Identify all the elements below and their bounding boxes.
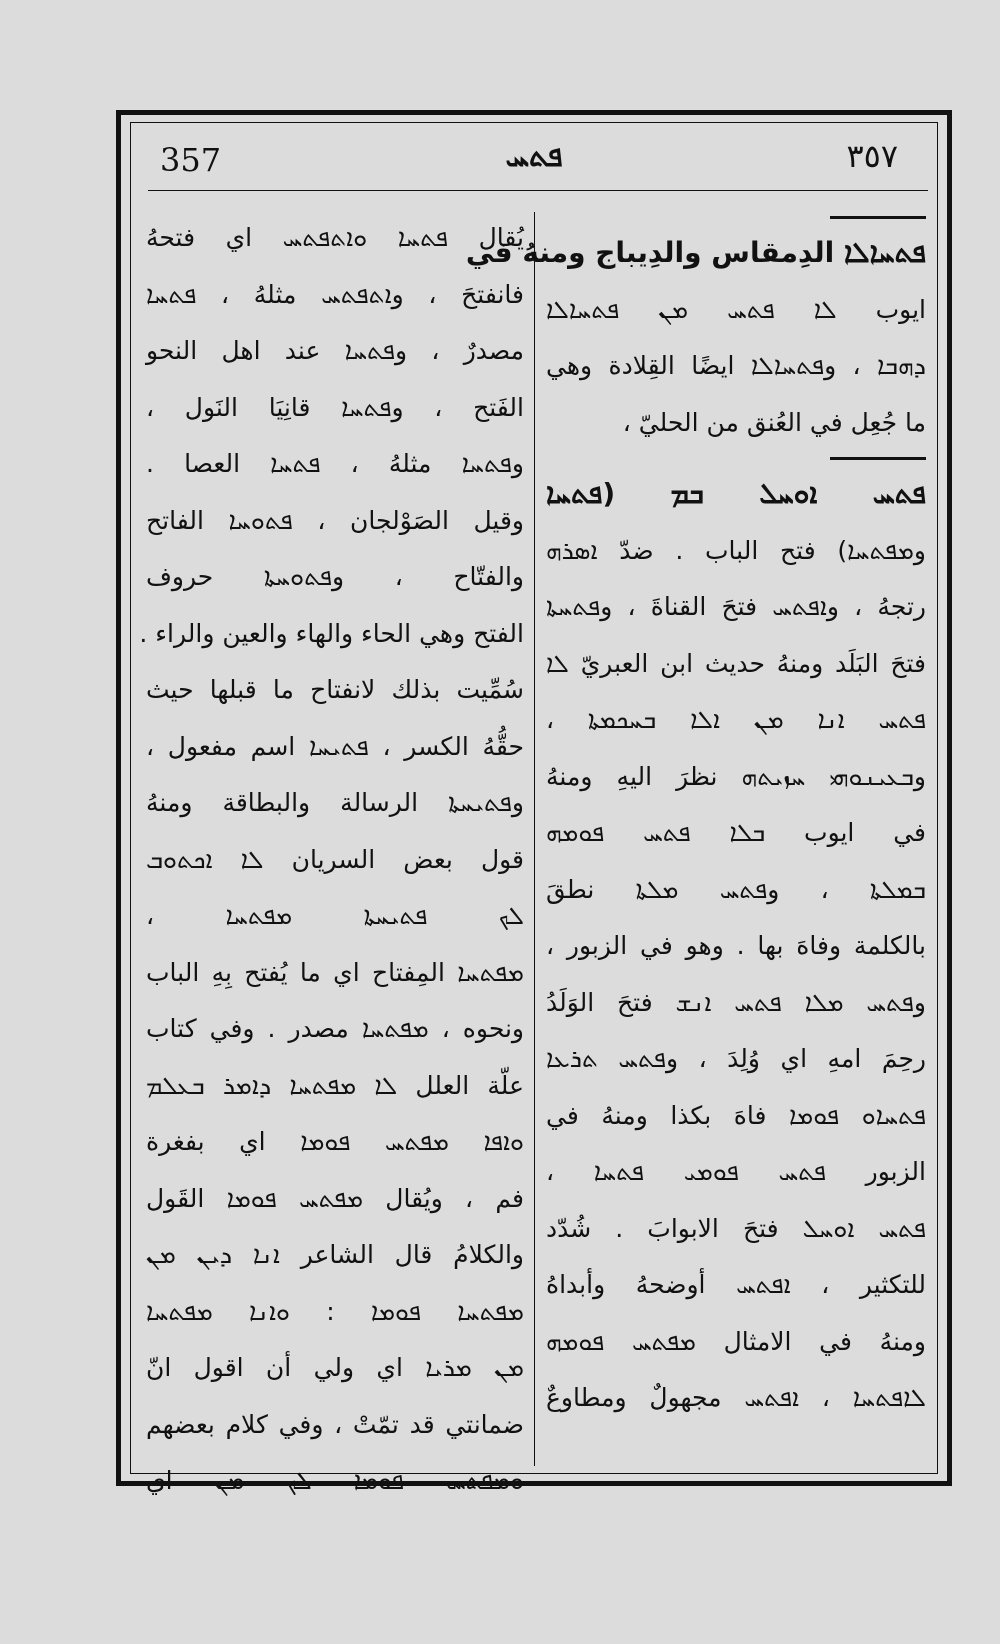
text-line: رتجهُ ، وܐܦܬܚ فتحَ القناةَ ، وܦܬܚܬܐ [546,592,926,621]
text-line: ܡܢ ܡܪܝܐ اي ولي أن اقول انّ [146,1353,524,1382]
text-line: ومنهُ في الامثال ܡܦܬܚ ܦܘܡܗ [546,1326,926,1356]
right-column [465,210,926,1470]
page-header [140,135,928,195]
text-line: الفتح وهي الحاء والهاء والعين والراء . [139,618,524,648]
text-line: ܘܐܦܐ ܡܦܬܚ ܦܘܡܐ اي بفغرة [146,1127,524,1156]
text-line: ܘܡܦܬܚ ܦܘܡܐ ܠܟ ܡܢ اي [146,1466,524,1495]
text-line: يُقال ܦܬܚܐ ܘܐܬܦܬܚ اي فتحهُ [146,223,524,252]
running-title: ܦܬܚ [505,139,563,174]
text-line: ܦܬܚ ܐܘܚܠ فتحَ الابوابَ . شُدّد [546,1213,926,1243]
text-line: ما جُعِل في العُنق من الحليّ ، [622,407,926,437]
text-line: الفَتح ، وܦܬܚܐ قانِيَا النَول ، [146,392,524,422]
page-number-arabic: ٣٥٧ [846,137,898,175]
text-line: ܦܬܚܐܠܐ الدِمقاس والدِيباج ومنهُ في [465,236,926,269]
text-line: حقُّهُ الكسر ، ܦܬܝܚܐ اسم مفعول ، [146,731,524,761]
text-line: ܦܬܚ ܐܢܐ ܡܢ ܐܠܐ ܒܚܟܡܬܐ ، [546,705,926,734]
text-line: ܦܬܚ ܐܘܚܠ ܒܡ (ܦܬܚܐ [546,477,926,510]
text-line: ونحوه ، ܡܦܬܚܐ مصدر . وفي كتاب [146,1014,524,1043]
text-line: وܦܬܚ ܡܠܐ ܦܬܚ ܐܢܫ فتحَ الوَلَدُ [546,987,926,1017]
text-line: ايوب ܠܐ ܦܬܚ ܡܢ ܦܬܚܐܠܐ [546,294,926,324]
page-number-latin: 357 [160,141,222,179]
header-rule [148,190,928,191]
text-line: علّة العلل ܠܐ ܡܦܬܚܐ ܕܐܡܪ ܒܥܠܡ [146,1070,524,1100]
text-line: وܡܦܬܚܐ) فتح الباب . ضدّ ܐܣܪܗ [546,535,926,565]
text-line: وܒܥܝܢܘܗܝ ܚܙܝܬܗ نظرَ اليهِ ومنهُ [546,761,926,791]
text-line: سُمِّيت بذلك لانفتاح ما قبلها حيث [146,675,524,704]
text-line: مصدرٌ ، وܦܬܚܐ عند اهل النحو [146,336,524,365]
text-line: والفتّاح ، وܦܬܘܚܬܐ حروف [146,562,524,591]
text-line: ܕܗܒܐ ، وܦܬܚܐܠܐ ايضًا القِلادة وهي [546,351,926,380]
text-line: وقيل الصَوْلجان ، ܦܬܘܚܐ الفاتح [146,505,524,535]
column-divider [534,212,535,1466]
text-line: في ايوب ܒܠܐ ܦܬܚ ܦܘܡܗ [546,818,926,847]
text-line: والكلامُ قال الشاعر ܐܢܐ ܕܝܢ ܡܢ [146,1240,524,1269]
text-line: فانفتحَ ، وܐܬܦܬܚ مثلهُ ، ܦܬܚܐ [146,279,524,309]
text-line: قول بعض السريان ܠܐ ܐܟܬܘܒ [146,844,524,874]
text-line: فتحَ البَلَد ومنهُ حديث ابن العبريّ ܠܐ [546,648,926,678]
text-line: وܦܬܝܚܬܐ الرسالة والبطاقة ومنهُ [146,788,524,817]
text-line: ܦܬܚܐܘ ܦܘܡܐ فاهَ بكذا ومنهُ في [546,1100,926,1130]
entry-separator [830,216,926,219]
text-line: ܡܦܬܚܐ ܦܘܡܐ : ܘܐܢܐ ܡܦܬܚܐ [146,1296,524,1326]
text-line: الزبور ܦܬܚ ܦܘܡܝ ܦܬܚܐ ، [546,1157,926,1186]
text-line: وܦܬܚܐ مثلهُ ، ܦܬܚܐ العصا . [146,449,524,478]
text-line: ܒܡܠܬܐ ، وܦܬܚ ܡܠܬܐ نطقَ [546,874,926,904]
left-column [139,210,524,1495]
text-line: بالكلمة وفاهَ بها . وهو في الزبور ، [546,931,926,960]
text-line: ضمانتي قد تمّتْ ، وفي كلام بعضهم [146,1409,524,1439]
text-line: ܡܦܬܚܐ المِفتاح اي ما يُفتح بِهِ الباب [146,957,524,987]
text-line: ܠܟ ܦܬܝܚܬܐ ܡܦܬܚܐ ، [146,901,524,930]
text-line: ܠܐܦܬܚܐ ، ܐܦܬܚ مجهولٌ ومطاوعٌ [546,1383,926,1412]
text-line: للتكثير ، ܐܦܬܚ أوضحهُ وأبداهُ [546,1270,926,1299]
entry-separator [830,457,926,460]
text-line: فم ، ويُقال ܡܦܬܚ ܦܘܡܐ القَول [146,1183,524,1213]
text-line: رحِمَ امهِ اي وُلِدَ ، وܦܬܚ ܬܪܥܐ [546,1044,926,1073]
